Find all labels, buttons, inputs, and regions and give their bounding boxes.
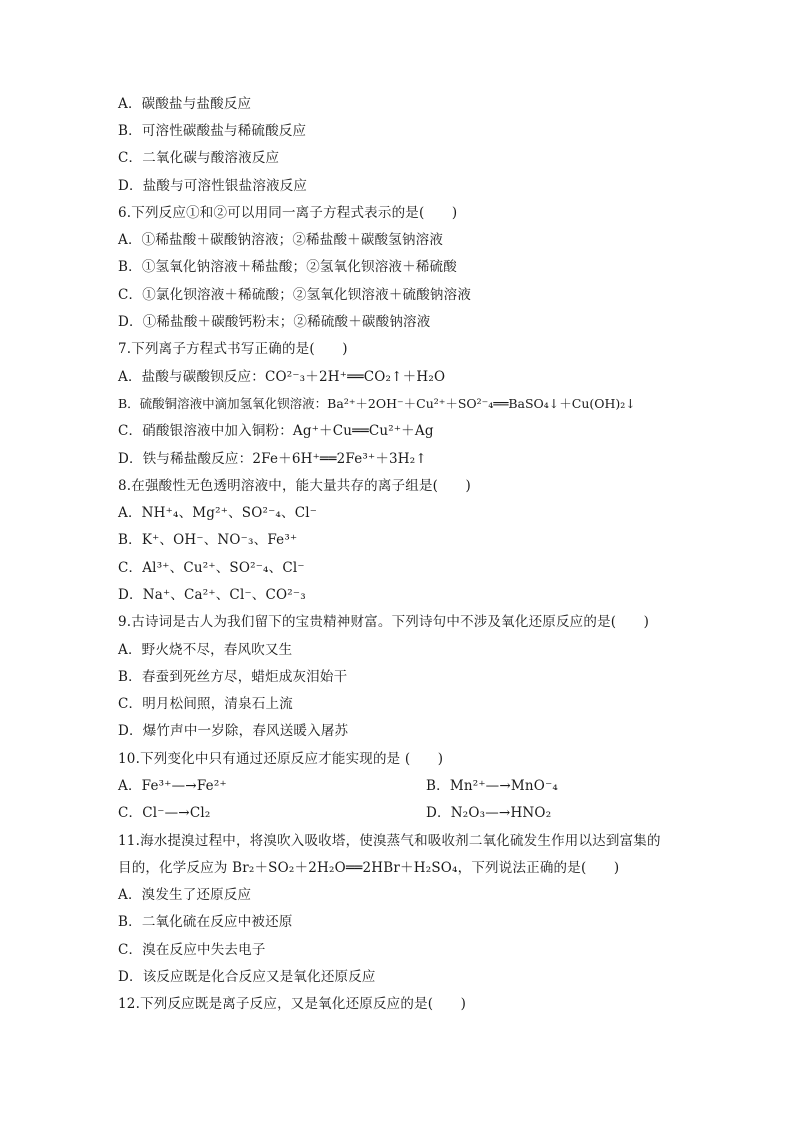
q9-option-c: C．明月松间照，清泉石上流 — [118, 696, 293, 712]
q11-option-b: B．二氧化硫在反应中被还原 — [118, 914, 293, 930]
q7-option-b: B．硫酸铜溶液中滴加氢氧化钡溶液：Ba²⁺＋2OH⁻＋Cu²⁺＋SO²⁻₄══BaSO₄↓＋Cu(OH)₂↓ — [118, 396, 636, 411]
q12-stem: 12.下列反应既是离子反应，又是氧化还原反应的是( ) — [118, 996, 467, 1012]
q11-option-a: A．溴发生了还原反应 — [118, 887, 252, 903]
q6-option-c: C．①氯化钡溶液＋稀硫酸；②氢氧化钡溶液＋硫酸钠溶液 — [118, 287, 472, 303]
q8-stem: 8.在强酸性无色透明溶液中，能大量共存的离子组是( ) — [118, 478, 472, 494]
q7-stem: 7.下列离子方程式书写正确的是( ) — [118, 341, 348, 357]
q6-option-d: D．①稀盐酸＋碳酸钙粉末；②稀硫酸＋碳酸钠溶液 — [118, 314, 431, 330]
q8-option-c: C．Al³⁺、Cu²⁺、SO²⁻₄、Cl⁻ — [118, 560, 305, 576]
q6-option-a: A．①稀盐酸＋碳酸钠溶液；②稀盐酸＋碳酸氢钠溶液 — [118, 232, 444, 248]
q8-option-a: A．NH⁺₄、Mg²⁺、SO²⁻₄、Cl⁻ — [118, 505, 318, 521]
q10-option-c: C．Cl⁻—→Cl₂ — [118, 805, 211, 821]
q5-option-d: D．盐酸与可溶性银盐溶液反应 — [118, 178, 308, 194]
q8-option-b: B．K⁺、OH⁻、NO⁻₃、Fe³⁺ — [118, 532, 298, 548]
q10-stem: 10.下列变化中只有通过还原反应才能实现的是 ( ) — [118, 751, 444, 767]
q5-option-a: A．碳酸盐与盐酸反应 — [118, 96, 252, 112]
q9-stem: 9.古诗词是古人为我们留下的宝贵精神财富。下列诗句中不涉及氧化还原反应的是( ) — [118, 614, 650, 630]
q8-option-d: D．Na⁺、Ca²⁺、Cl⁻、CO²⁻₃ — [118, 587, 306, 603]
q7-option-d: D．铁与稀盐酸反应：2Fe＋6H⁺══2Fe³⁺＋3H₂↑ — [118, 451, 427, 467]
q5-option-b: B．可溶性碳酸盐与稀硫酸反应 — [118, 123, 307, 139]
q11-option-d: D．该反应既是化合反应又是氧化还原反应 — [118, 969, 376, 985]
q7-option-a: A．盐酸与碳酸钡反应：CO²⁻₃＋2H⁺══CO₂↑＋H₂O — [118, 369, 446, 385]
q9-option-b: B．春蚕到死丝方尽，蜡炬成灰泪始干 — [118, 669, 348, 685]
q9-option-d: D．爆竹声中一岁除，春风送暖入屠苏 — [118, 723, 349, 739]
q7-option-c: C．硝酸银溶液中加入铜粉：Ag⁺＋Cu══Cu²⁺＋Ag — [118, 423, 434, 439]
q6-option-b: B．①氢氧化钠溶液＋稀盐酸；②氢氧化钡溶液＋稀硫酸 — [118, 259, 457, 275]
q6-stem: 6.下列反应①和②可以用同一离子方程式表示的是( ) — [118, 205, 458, 221]
q5-option-c: C．二氧化碳与酸溶液反应 — [118, 150, 280, 166]
q11-stem-line1: 11.海水提溴过程中，将溴吹入吸收塔，使溴蒸气和吸收剂二氧化硫发生作用以达到富集的 — [118, 833, 661, 849]
q11-option-c: C．溴在反应中失去电子 — [118, 942, 266, 958]
q10-option-a: A．Fe³⁺—→Fe²⁺ — [118, 778, 227, 794]
q9-option-a: A．野火烧不尽，春风吹又生 — [118, 642, 293, 658]
q11-stem-line2: 目的，化学反应为 Br₂＋SO₂＋2H₂O══2HBr＋H₂SO₄，下列说法正确的是( ) — [118, 860, 620, 876]
q10-option-d: D．N₂O₃—→HNO₂ — [426, 805, 552, 821]
q10-option-b: B．Mn²⁺—→MnO⁻₄ — [426, 778, 559, 794]
